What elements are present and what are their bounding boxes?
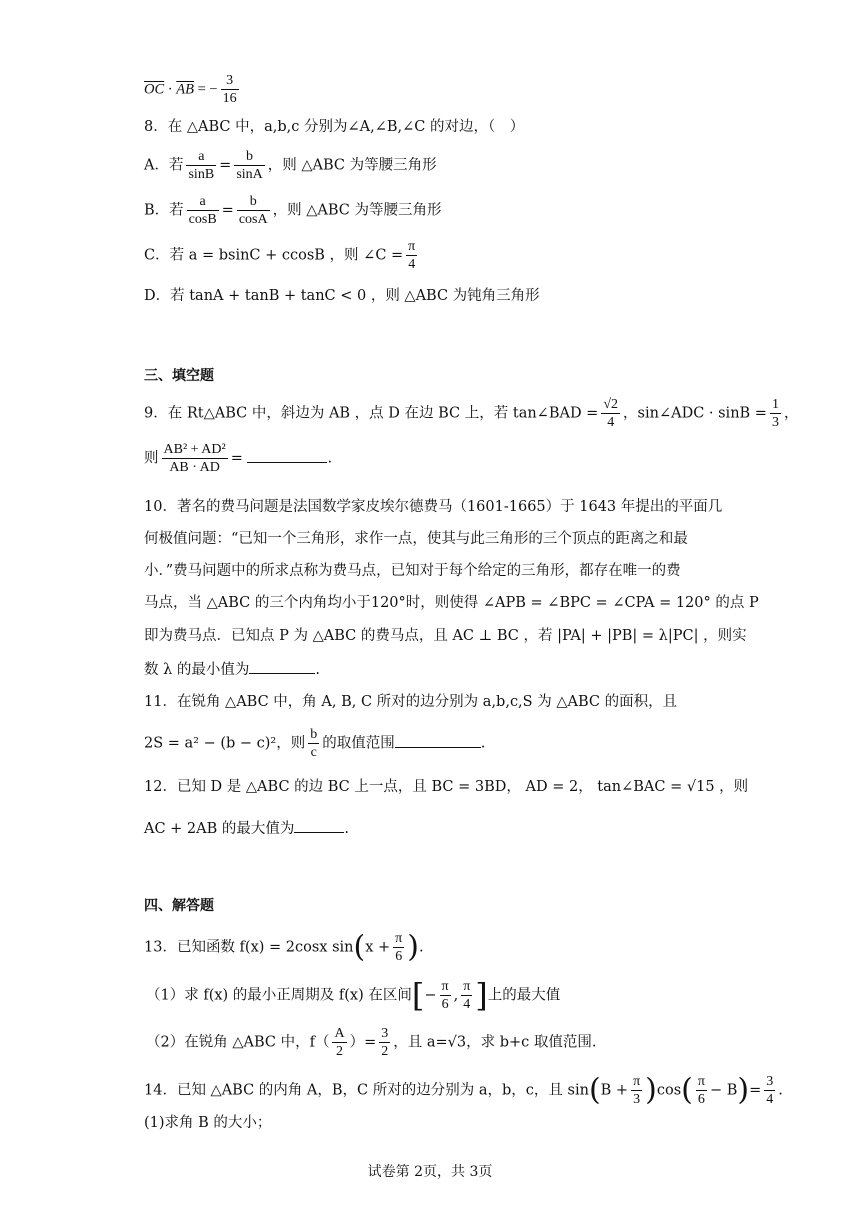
q13-stem-den: 6 (395, 949, 403, 964)
q10-line5: 即为费马点．已知点 P 为 △ABC 的费马点，且 AC ⊥ BC ，若 |PA| + |PB| = λ|PC| ，则实 (144, 628, 747, 644)
q8-c-pre: C．若 a = bsinC + ccosB ，则 ∠C = (144, 247, 404, 264)
q14-n1: π (633, 1074, 641, 1089)
q12-l2-end: . (344, 821, 350, 837)
q7-tail: $\overline{OC} \cdot \overline{AB}$ = − $\frac{3}{16}$ (144, 73, 237, 106)
q8-a-pre: A．若 (144, 157, 184, 174)
q9-l2-post: = (230, 450, 248, 467)
q8-b-f2-num: b (237, 193, 270, 211)
section-solutions-title: 四、解答题 (144, 898, 214, 914)
q14-d3: 4 (766, 1092, 774, 1107)
q13-stem-end: . (418, 939, 424, 956)
q14-end: . (778, 1082, 783, 1099)
q14-stem: 14．已知 △ABC 的内角 A，B，C 所对的边分别为 a，b，c，且 sin(B + $\frac{\pi}{3}$ )cos( $\frac{\pi}{6}$ − B)= $\frac{3}{4}$ . (144, 1072, 783, 1108)
q12-l2-text: AC + 2AB 的最大值为 (144, 821, 295, 837)
q11-line2 (144, 726, 485, 761)
q8-b-pre: B．若 (144, 202, 184, 219)
q9-l1b: ，sin∠ADC · sinB = (623, 405, 767, 422)
q10-line6 (144, 659, 320, 680)
q8-option-a: A．若 $\frac{a}{\sin B}$ = $\frac{b}{\sin A}$ ，则 △ABC 为等腰三角形 (144, 149, 437, 182)
q14-d1: 3 (633, 1092, 641, 1107)
q10-line2: 何极值问题：“已知一个三角形，求作一点，使其与此三角形的三个顶点的距离之和最 (144, 531, 688, 547)
q8-option-c (144, 238, 420, 273)
q11-line1: 11．在锐角 △ABC 中，角 A, B, C 所对的边分别为 a,b,c,S 为 △ABC 的面积，且 (144, 694, 678, 710)
q8-option-b: B．若 $\frac{a}{\cos B}$ = $\frac{b}{\cos A}$ ，则 △ABC 为等腰三角形 (144, 194, 442, 227)
q8-a-f1-den: sinB (188, 167, 215, 182)
q9-l2-num: AB² + AD² (163, 442, 226, 457)
q14-in1: B + (600, 1082, 629, 1099)
q12-answer-blank[interactable] (294, 818, 344, 833)
q8-b-f1-num: a (187, 193, 219, 211)
q13-p2-num: A (334, 1026, 345, 1041)
q13-p2-num2: 3 (381, 1026, 389, 1041)
q13-p2-mid: ）= (349, 1034, 377, 1051)
q9-l2-end: . (327, 450, 333, 467)
q10-line1: 10．著名的费马问题是法国数学家皮埃尔德费马（1601-1665）于 1643 年提出的平面几 (144, 499, 723, 515)
page-footer: 试卷第 2页，共 3页 (367, 1164, 493, 1180)
q13-stem: 13．已知函数 f(x) = 2cosx sin(x + $\frac{\pi}{6}$ ). (144, 929, 424, 965)
q8-b-post: ，则 △ABC 为等腰三角形 (272, 202, 442, 219)
q13-stem-num: π (395, 931, 403, 946)
q14-n3: 3 (766, 1074, 774, 1089)
q13-p1-d1: 6 (441, 997, 449, 1012)
q13-p1-pre: （1）求 f(x) 的最小正周期及 f(x) 在区间 (146, 987, 412, 1004)
q12-line1: 12．已知 D 是 △ABC 的边 BC 上一点，且 BC = 3BD， AD = 2， tan∠BAC = √15 ，则 (144, 779, 749, 795)
q13-p1-d2: 4 (463, 997, 471, 1012)
q11-l2-num: b (310, 727, 318, 742)
q11-answer-blank[interactable] (395, 733, 481, 748)
q14-in2: − B (709, 1082, 738, 1099)
q13-p2-post: ，且 a=√3，求 b+c 取值范围. (393, 1034, 597, 1051)
q9-answer-blank[interactable] (247, 448, 327, 463)
q9-l1a: 9．在 Rt△ABC 中，斜边为 AB ，点 D 在边 BC 上，若 tan∠BAD = (144, 405, 599, 422)
section-fill-in-title: 三、填空题 (144, 368, 214, 384)
q9-l1-num2: 1 (771, 397, 779, 412)
q8-option-d: D．若 tanA + tanB + tanC < 0 ，则 △ABC 为钝角三角形 (144, 288, 540, 304)
q11-l2-pre: 2S = a² − (b − c)²，则 (144, 735, 306, 752)
q8-stem: 8．在 △ABC 中，a,b,c 分别为∠A,∠B,∠C 的对边，（ ） (144, 119, 525, 135)
q9-l2-den: AB · AD (169, 460, 220, 475)
q14-stem-pre: 14．已知 △ABC 的内角 A，B，C 所对的边分别为 a，b，c，且 sin (144, 1082, 589, 1099)
q9-l1-den2: 3 (771, 415, 779, 430)
q10-l6-text: 数 λ 的最小值为 (144, 662, 250, 678)
q11-l2-post: 的取值范围 (322, 735, 395, 752)
q14-n2: π (697, 1074, 705, 1089)
q9-line1 (144, 396, 798, 431)
q13-p1-n2: π (463, 979, 471, 994)
q9-l1c: ， (783, 405, 799, 422)
q14-eq: = (749, 1082, 762, 1099)
q9-l1-den: 4 (607, 415, 615, 430)
q9-l1-num: √2 (603, 397, 619, 412)
q13-stem-in: x + (365, 939, 391, 956)
q7-num: 3 (221, 72, 239, 90)
q12-line2 (144, 818, 349, 839)
q9-line2 (144, 441, 332, 476)
q10-line4: 马点，当 △ABC 的三个内角均小于120°时，则使得 ∠APB = ∠BPC = ∠CPA = 120° 的点 P (144, 595, 759, 611)
q8-a-f2-den: sinA (236, 167, 263, 182)
q11-l2-end: . (480, 735, 486, 752)
q13-part2 (146, 1025, 596, 1060)
q14-part1: (1)求角 B 的大小； (144, 1115, 272, 1131)
q8-b-f1-den: cosB (188, 212, 217, 227)
q13-part1: （1）求 f(x) 的最小正周期及 f(x) 在区间[− $\frac{\pi}{6}$ , $\frac{\pi}{4}$ ]上的最大值 (146, 976, 561, 1015)
q9-l2-pre: 则 (144, 450, 159, 467)
q13-stem-pre: 13．已知函数 f(x) = 2cosx sin (144, 939, 354, 956)
q8-a-f2-num: b (234, 148, 264, 166)
q8-a-f1-num: a (186, 148, 216, 166)
q8-c-num: π (408, 239, 416, 254)
q13-p1-n1: π (441, 979, 449, 994)
q11-l2-den: c (310, 745, 317, 760)
q8-a-post: ，则 △ABC 为等腰三角形 (267, 157, 437, 174)
q10-l6-end: . (315, 662, 321, 678)
q14-cos: cos (656, 1082, 682, 1099)
q7-den: 16 (222, 91, 237, 106)
q10-line3: 小．”费马问题中的所求点称为费马点，已知对于每个给定的三角形，都存在唯一的费 (144, 563, 681, 579)
q13-p2-pre: （2）在锐角 △ABC 中，f（ (146, 1034, 330, 1051)
q8-c-den: 4 (408, 257, 416, 272)
q14-d2: 6 (697, 1092, 705, 1107)
q10-answer-blank[interactable] (249, 659, 315, 674)
q13-p2-den2: 2 (381, 1044, 389, 1059)
q8-b-f2-den: cosA (238, 212, 268, 227)
q13-p1-post: 上的最大值 (487, 987, 561, 1004)
q13-p2-den: 2 (336, 1044, 344, 1059)
